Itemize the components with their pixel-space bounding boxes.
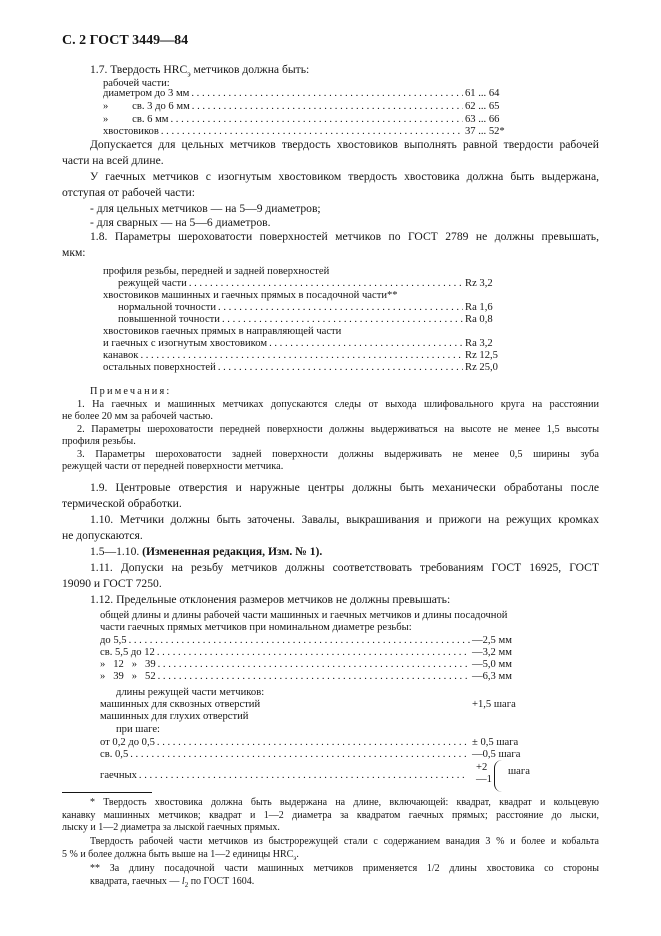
mach-through-label: машинных для сквозных отверстий [100,699,261,710]
roughness-row-value: Rz 25,0 [465,362,498,373]
nut-row-label: гаечных [100,770,137,781]
hardness-row [103,114,515,125]
tolerance-group-label: общей длины и длины рабочей части машинных и гаечных метчиков и длины посадочной [100,610,508,621]
roughness-row-label: канавок [103,350,139,361]
tolerance-row [100,671,552,682]
roughness-row-label: нормальной точности [118,302,217,313]
nut-unit: шага [508,766,530,777]
roughness-group-label: хвостовиков машинных и гаечных прямых в посадочной части** [103,290,398,301]
tolerance-row [100,659,552,670]
s17-title-text: 1.7. Твердость HRC [90,63,188,76]
cutting-part-title: длины режущей части метчиков: [116,687,265,698]
footnote-line: ** За длину посадочной части машинных метчиков применяется 1/2 длины хвостовика со стороны [90,863,599,874]
section-1-12-title: 1.12. Предельные отклонения размеров метчиков не должны превышать: [90,593,451,606]
footnote-text: . [296,849,299,860]
section-1-11: 1.11. Допуски на резьбу метчиков должны соответствовать требованиям ГОСТ 16925, ГОСТ [90,561,599,574]
paragraph-line: мкм: [62,246,86,259]
footnote-line: лыску и 1—2 диаметра за лыской гаечных прямых. [62,822,280,833]
roughness-row [118,314,515,325]
paragraph-line: У гаечных метчиков с изогнутым хвостовиком твердость хвостовика должна быть выдержана, [90,170,599,183]
section-1-9: 1.9. Центровые отверстия и наружные центры должны быть механически обработаны после [90,481,599,494]
roughness-row-value: Ra 3,2 [465,338,493,349]
amendment-bold: (Измененная редакция, Изм. № 1). [142,545,323,558]
nut-minus-value: —1 [476,774,492,785]
s17-title-sub: э [187,69,191,79]
hardness-row-label: хвостовиков [103,126,159,137]
roughness-row-value: Ra 0,8 [465,314,493,325]
hardness-row-label: » св. 3 до 6 мм [103,101,190,112]
tolerance-row-label: св. 5,5 до 12 [100,647,155,658]
paragraph-line: 19090 и ГОСТ 7250. [62,577,162,590]
tolerance-row-value: —5,0 мм [472,659,512,670]
pitch-row-value: —0,5 шага [472,749,521,760]
at-pitch-label: при шаге: [116,724,160,735]
s17-title-rest: метчиков должна быть: [190,63,310,76]
tolerance-row [100,647,552,658]
tolerance-group-label: части гаечных прямых метчиков при номинальном диаметре резьбы: [100,622,412,633]
tolerance-row [100,635,552,646]
hardness-row-value: 37 ... 52* [465,126,505,137]
hardness-row-value: 63 ... 66 [465,114,500,125]
section-1-10: 1.10. Метчики должны быть заточены. Завалы, выкрашивания и прижоги на режущих кромках [90,513,599,526]
paragraph-line: части на всей длине. [62,154,164,167]
footnote-text: по ГОСТ 1604. [188,876,255,887]
pitch-row [100,737,558,748]
footnote-line [90,876,254,889]
roughness-row-label: повышенной точности [118,314,220,325]
roughness-row-label: остальных поверхностей [103,362,216,373]
mach-blind-label: машинных для глухих отверстий [100,711,249,722]
roughness-group-label: хвостовиков гаечных прямых в направляющей части [103,326,342,337]
footnote-line: канавку машинных метчиков; квадрат и 1—2 диаметра за квадратом гаечных прямых; расстояние до лыски, [62,810,599,821]
note-line: не более 20 мм за рабочей частью. [62,411,213,422]
roughness-row-value: Rz 3,2 [465,278,493,289]
note-line: 1. На гаечных и машинных метчиках допускаются следы от выхода шлифовального круга на расстоянии [77,399,599,410]
hardness-row-value: 61 ... 64 [465,88,500,99]
roughness-group-label: профиля резьбы, передней и задней поверхностей [103,266,330,277]
note-line: 3. Параметры шероховатости задней поверхности должны выдерживать не менее 0,5 ширины зуба [77,449,599,460]
mach-through-value: +1,5 шага [472,699,516,710]
nut-plus-value: +2 [476,762,488,773]
footnote-line: Твердость рабочей части метчиков из быстрорежущей стали с содержанием ванадия 3 % и более и кобальта [90,836,599,847]
paragraph-line: не допускаются. [62,529,143,542]
section-1-7-title [90,63,309,78]
roughness-row-value: Ra 1,6 [465,302,493,313]
footnote-line [62,849,299,862]
bullet-item: - для сварных — на 5—6 диаметров. [90,216,271,229]
section-1-8-title: 1.8. Параметры шероховатости поверхностей метчиков по ГОСТ 2789 не должны превышать, [90,230,599,243]
paragraph-line: отступая от рабочей части: [62,186,195,199]
tolerance-row-label: до 5,5 [100,635,127,646]
note-line: профиля резьбы. [62,436,136,447]
hardness-row-value: 62 ... 65 [465,101,500,112]
roughness-row [103,338,515,349]
tolerance-row-label: » 39 » 52 [100,671,156,682]
brace-bracket [494,760,503,792]
note-line: 2. Параметры шероховатости передней поверхности должны выдерживаться на высоте не менее 1,5 высоты [77,424,599,435]
notes-title: Примечания: [90,386,172,397]
amendment-note [90,545,322,558]
page-header: С. 2 ГОСТ 3449—84 [62,33,189,48]
nut-row [100,770,470,781]
roughness-row [103,362,515,373]
footnote-sub: э [293,854,297,862]
hardness-row [103,126,515,137]
footnote-rule [62,792,152,793]
roughness-row [118,278,515,289]
hardness-row-label: » св. 6 мм [103,114,169,125]
footnote-text: квадрата, гаечных — [90,876,182,887]
hardness-row-label: диаметром до 3 мм [103,88,190,99]
paragraph-line: Допускается для цельных метчиков твердость хвостовиков выполнять равной твердости рабочей [90,138,599,151]
roughness-row [118,302,515,313]
note-line: режущей части от передней поверхности метчика. [62,461,284,472]
roughness-row [103,350,515,361]
tolerance-row-value: —3,2 мм [472,647,512,658]
hardness-row [103,88,515,99]
amendment-prefix: 1.5—1.10. [90,545,143,558]
roughness-row-value: Rz 12,5 [465,350,498,361]
tolerance-row-label: » 12 » 39 [100,659,156,670]
pitch-row-label: от 0,2 до 0,5 [100,737,155,748]
tolerance-row-value: —2,5 мм [472,635,512,646]
paragraph-line: термической обработки. [62,497,182,510]
footnote-text: 5 % и более должна быть выше на 1—2 единицы HRC [62,849,294,860]
pitch-row-label: св. 0,5 [100,749,129,760]
pitch-row [100,749,558,760]
roughness-row-label: режущей части [118,278,187,289]
footnote-var: l [181,876,185,887]
footnote-line: * Твердость хвостовика должна быть выдержана на длине, включающей: квадрат, квадрат и кольцевую [90,797,599,808]
hardness-row [103,101,515,112]
bullet-item: - для цельных метчиков — на 5—9 диаметров; [90,202,321,215]
roughness-row-label: и гаечных с изогнутым хвостовиком [103,338,268,349]
footnote-sub: 2 [184,881,189,889]
pitch-row-value: ± 0,5 шага [472,737,519,748]
working-part-label: рабочей части: [103,78,170,89]
tolerance-row-value: —6,3 мм [472,671,512,682]
